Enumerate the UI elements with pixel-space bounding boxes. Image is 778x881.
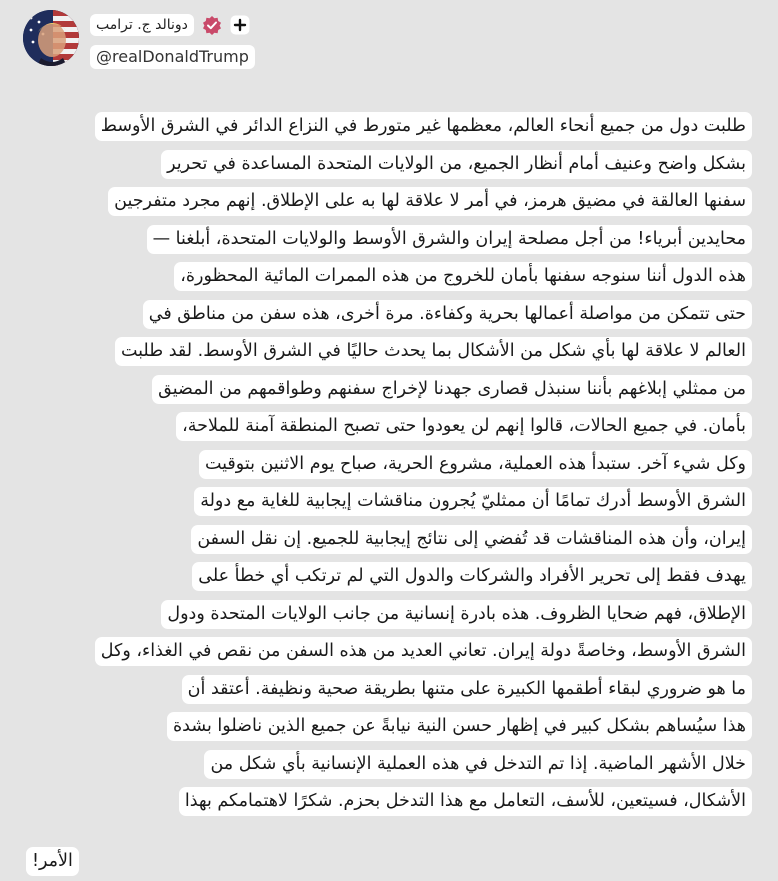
post-line [174, 262, 752, 291]
post-line [194, 487, 752, 516]
display-name[interactable]: دونالد ج. ترامب [90, 14, 194, 36]
post-header [0, 0, 778, 80]
post-line-text: الشرق الأوسط، وخاصةً دولة إيران. تعاني العديد من هذه السفن من نقص في الغذاء، وكل [95, 637, 752, 666]
post-line [161, 600, 752, 629]
post-line [179, 787, 752, 816]
flag-portrait-avatar-icon [23, 10, 79, 66]
post-line [192, 562, 752, 591]
plus-icon[interactable] [230, 15, 250, 35]
name-row [90, 14, 250, 36]
post-line-text: هذا سيُساهم بشكل كبير في إظهار حسن النية نيابةً عن جميع الذين ناضلوا بشدة [167, 712, 752, 741]
post-line-text: خلال الأشهر الماضية. إذا تم التدخل في هذه العملية الإنسانية بأي شكل من [204, 750, 752, 779]
post-line [95, 112, 752, 141]
post-line [115, 337, 752, 366]
verified-badge-icon [202, 15, 222, 35]
post-line [182, 675, 752, 704]
post-line-text: محايدين أبرياء! من أجل مصلحة إيران والشرق الأوسط والولايات المتحدة، أبلغنا — [147, 225, 752, 254]
post-line-text: الأشكال، فسيتعين، للأسف، التعامل مع هذا التدخل بحزم. شكرًا لاهتمامكم بهذا [179, 787, 752, 816]
post-line [152, 375, 752, 404]
post-line-text: العالم لا علاقة لها بأي شكل من الأشكال بما يحدث حاليًا في الشرق الأوسط. لقد طلبت [115, 337, 752, 366]
post-line [108, 187, 752, 216]
post-line-text: ما هو ضروري لبقاء أطقمها الكبيرة على متنها بطريقة صحية ونظيفة. أعتقد أن [182, 675, 752, 704]
post-line-text: بشكل واضح وعنيف أمام أنظار الجميع، من الولايات المتحدة المساعدة في تحرير [161, 150, 752, 179]
post-line-text: وكل شيء آخر. ستبدأ هذه العملية، مشروع الحرية، صباح يوم الاثنين بتوقيت [199, 450, 752, 479]
post-line-text: سفنها العالقة في مضيق هرمز، في أمر لا علاقة لها به على الإطلاق. إنهم مجرد متفرجين [108, 187, 752, 216]
post-line [95, 637, 752, 666]
post-line-text: من ممثلي إبلاغهم بأننا سنبذل قصارى جهدنا لإخراج سفنهم وطواقمهم من المضيق [152, 375, 752, 404]
post-line [191, 525, 752, 554]
post-line [147, 225, 752, 254]
post-line-text: بأمان. في جميع الحالات، قالوا إنهم لن يعودوا حتى تصبح المنطقة آمنة للملاحة، [176, 412, 752, 441]
post-line [176, 412, 752, 441]
post-line [167, 712, 752, 741]
post-line-text: الشرق الأوسط أدرك تمامًا أن ممثليّ يُجرون مناقشات إيجابية للغاية مع دولة [194, 487, 752, 516]
post-line [204, 750, 752, 779]
account-handle[interactable]: @realDonaldTrump [90, 45, 255, 69]
post-line-text: هذه الدول أننا سنوجه سفنها بأمان للخروج من هذه الممرات المائية المحظورة، [174, 262, 752, 291]
post-line [199, 450, 752, 479]
post-line-text: حتى تتمكن من مواصلة أعمالها بحرية وكفاءة. مرة أخرى، هذه سفن من مناطق في [143, 300, 752, 329]
post-line-text: إيران، وأن هذه المناقشات قد تُفضي إلى نتائج إيجابية للجميع. إن نقل السفن [191, 525, 752, 554]
post-line-text: يهدف فقط إلى تحرير الأفراد والشركات والدول التي لم ترتكب أي خطأ على [192, 562, 752, 591]
post-line [161, 150, 752, 179]
post-line-text: الإطلاق، فهم ضحايا الظروف. هذه بادرة إنسانية من جانب الولايات المتحدة ودول [161, 600, 752, 629]
post-line-text: طلبت دول من جميع أنحاء العالم، معظمها غير متورط في النزاع الدائر في الشرق الأوسط [95, 112, 752, 141]
avatar[interactable] [23, 10, 79, 66]
post-line [26, 847, 73, 876]
post-line-text: الأمر! [26, 847, 79, 876]
post-line [143, 300, 752, 329]
